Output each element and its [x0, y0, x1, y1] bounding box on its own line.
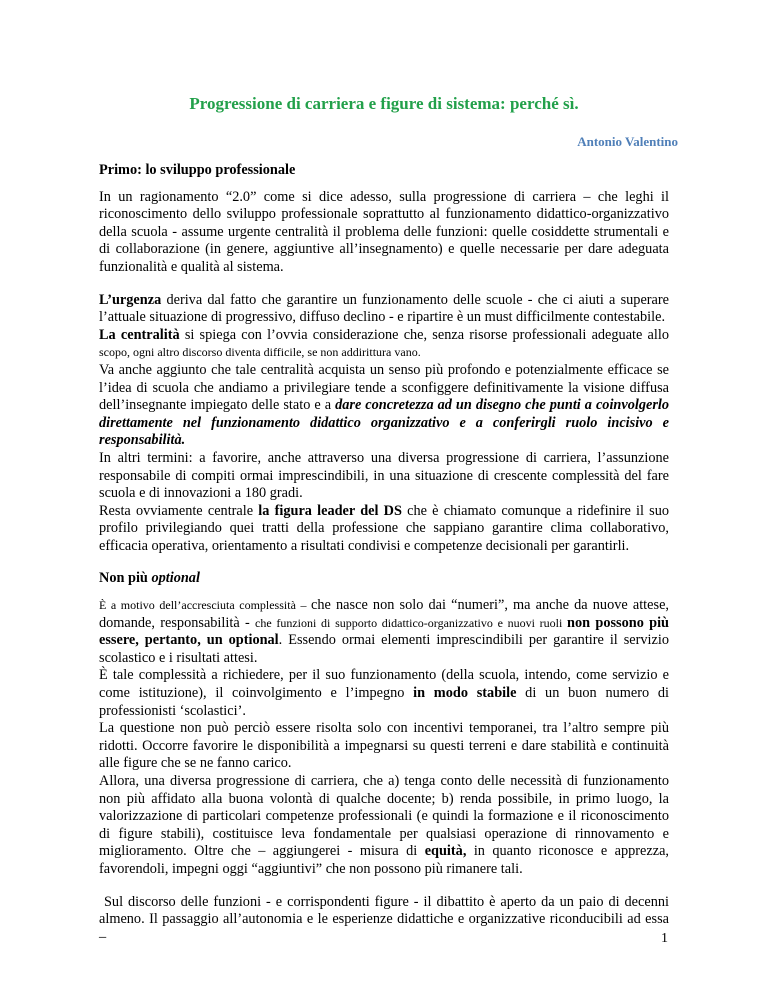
- paragraph: La centralità si spiega con l’ovvia considerazione che, senza risorse professionali adeguate allo scopo, ogni altro discorso diventa difficile, se non addirittura vano.: [99, 326, 669, 360]
- bold-text: L’urgenza: [99, 291, 162, 308]
- document-body: [99, 162, 673, 946]
- bold-text: in modo stabile: [413, 685, 517, 702]
- bold-text: non possono più essere, pertanto, un optional: [99, 614, 669, 649]
- paragraph: L’urgenza deriva dal fatto che garantire un funzionamento delle scuole - che ci aiuti a superare l’attuale situazione di progressivo, diffuso declino - e ripartire è un must difficilmente contestabile.: [99, 291, 669, 326]
- paragraph: La questione non può perciò essere risolta solo con incentivi temporanei, tra l’altro sempre più ridotti. Occorre favorire le disponibilità a impegnarsi su questi terreni e dare stabilità e continuità alle figure che se ne fanno carico.: [99, 720, 669, 772]
- paragraph: Sul discorso delle funzioni - e corrispondenti figure - il dibattito è aperto da un paio di decenni almeno. Il passaggio all’autonomia e le esperienze didattiche e organizzative riconducibili ad essa –: [99, 893, 673, 945]
- page-number: 1: [661, 931, 668, 946]
- paragraph: Allora, una diversa progressione di carriera, che a) tenga conto delle necessità di funzionamento non più affidato alla buona volontà di qualche docente; b) renda possibile, in primo luogo, la valorizzazione di particolari competenze professionali (e quindi la formazione e il riconoscimento di figure stabili), costituisce leva fondamentale per qualsiasi operazione di rinnovamento e miglioramento. Oltre che – aggiungerei - misura di equità, in quanto riconosce e apprezza, favorendoli, impegni oggi “aggiuntivi” che non possono più rimanere tali.: [99, 773, 669, 877]
- bold-text: equità,: [424, 843, 467, 860]
- paragraph: Resta ovviamente centrale la figura leader del DS che è chiamato comunque a ridefinire il suo profilo privilegiando quei tratti della professione che sappiano garantire clima collaborativo, efficacia operativa, orientamento a risultati condivisi e competenze decisionali per garantirli.: [99, 502, 669, 554]
- bold-text: la figura leader del DS: [258, 502, 402, 519]
- paragraph: In altri termini: a favorire, anche attraverso una diversa progressione di carriera, l’assunzione responsabile di compiti ormai imprescindibili, in una situazione di crescente complessità del fare scuola e di innovazioni a 180 gradi.: [99, 449, 669, 502]
- paragraph: Va anche aggiunto che tale centralità acquista un senso più profondo e potenzialmente efficace se l’idea di scuola che andiamo a privilegiare tende a sconfiggere definitivamente la visione diffusa dell’insegnante impiegato delle stato e a dare concretezza ad un disegno che punti a coinvolgerlo direttamente nel funzionamento didattico organizzativo e a conferirgli ruolo incisivo e responsabilità.: [99, 361, 670, 449]
- bold-italic-text: dare concretezza ad un disegno che punti a coinvolgerlo direttamente nel funzionamento didattico organizzativo e a conferirgli ruolo incisivo e responsabilità.: [99, 397, 670, 449]
- author-name: Antonio Valentino: [577, 134, 678, 149]
- paragraph: È tale complessità a richiedere, per il suo funzionamento (della scuola, intendo, come servizio e come istituzione), il coinvolgimento e l’impegno in modo stabile di un buon numero di professionisti ‘scolastici’.: [99, 667, 669, 719]
- document-title: Progressione di carriera e figure di sistema: perché sì.: [189, 94, 579, 113]
- paragraph: È a motivo dell’accresciuta complessità – che nasce non solo dai “numeri”, ma anche da nuove attese, domande, responsabilità - che funzioni di supporto didattico-organizzativo e nuovi ruoli non possono più essere, pertanto, un optional. Essendo ormai elementi imprescindibili per garantire il servizio scolastico e i risultati attesi.: [99, 597, 669, 666]
- bold-text: La centralità: [99, 326, 180, 343]
- section-heading-2: Non più optional: [99, 570, 200, 587]
- paragraph: In un ragionamento “2.0” come si dice adesso, sulla progressione di carriera – che leghi il riconoscimento dello sviluppo professionale soprattutto al funzionamento didattico-organizzativo della scuola - assume urgente centralità il problema delle funzioni: quelle cosiddette strumentali e di collaborazione (in genere, aggiuntive all’insegnamento) e quelle necessarie per dare adeguata funzionalità e qualità al sistema.: [99, 188, 669, 275]
- section-heading-1: Primo: lo sviluppo professionale: [99, 162, 296, 178]
